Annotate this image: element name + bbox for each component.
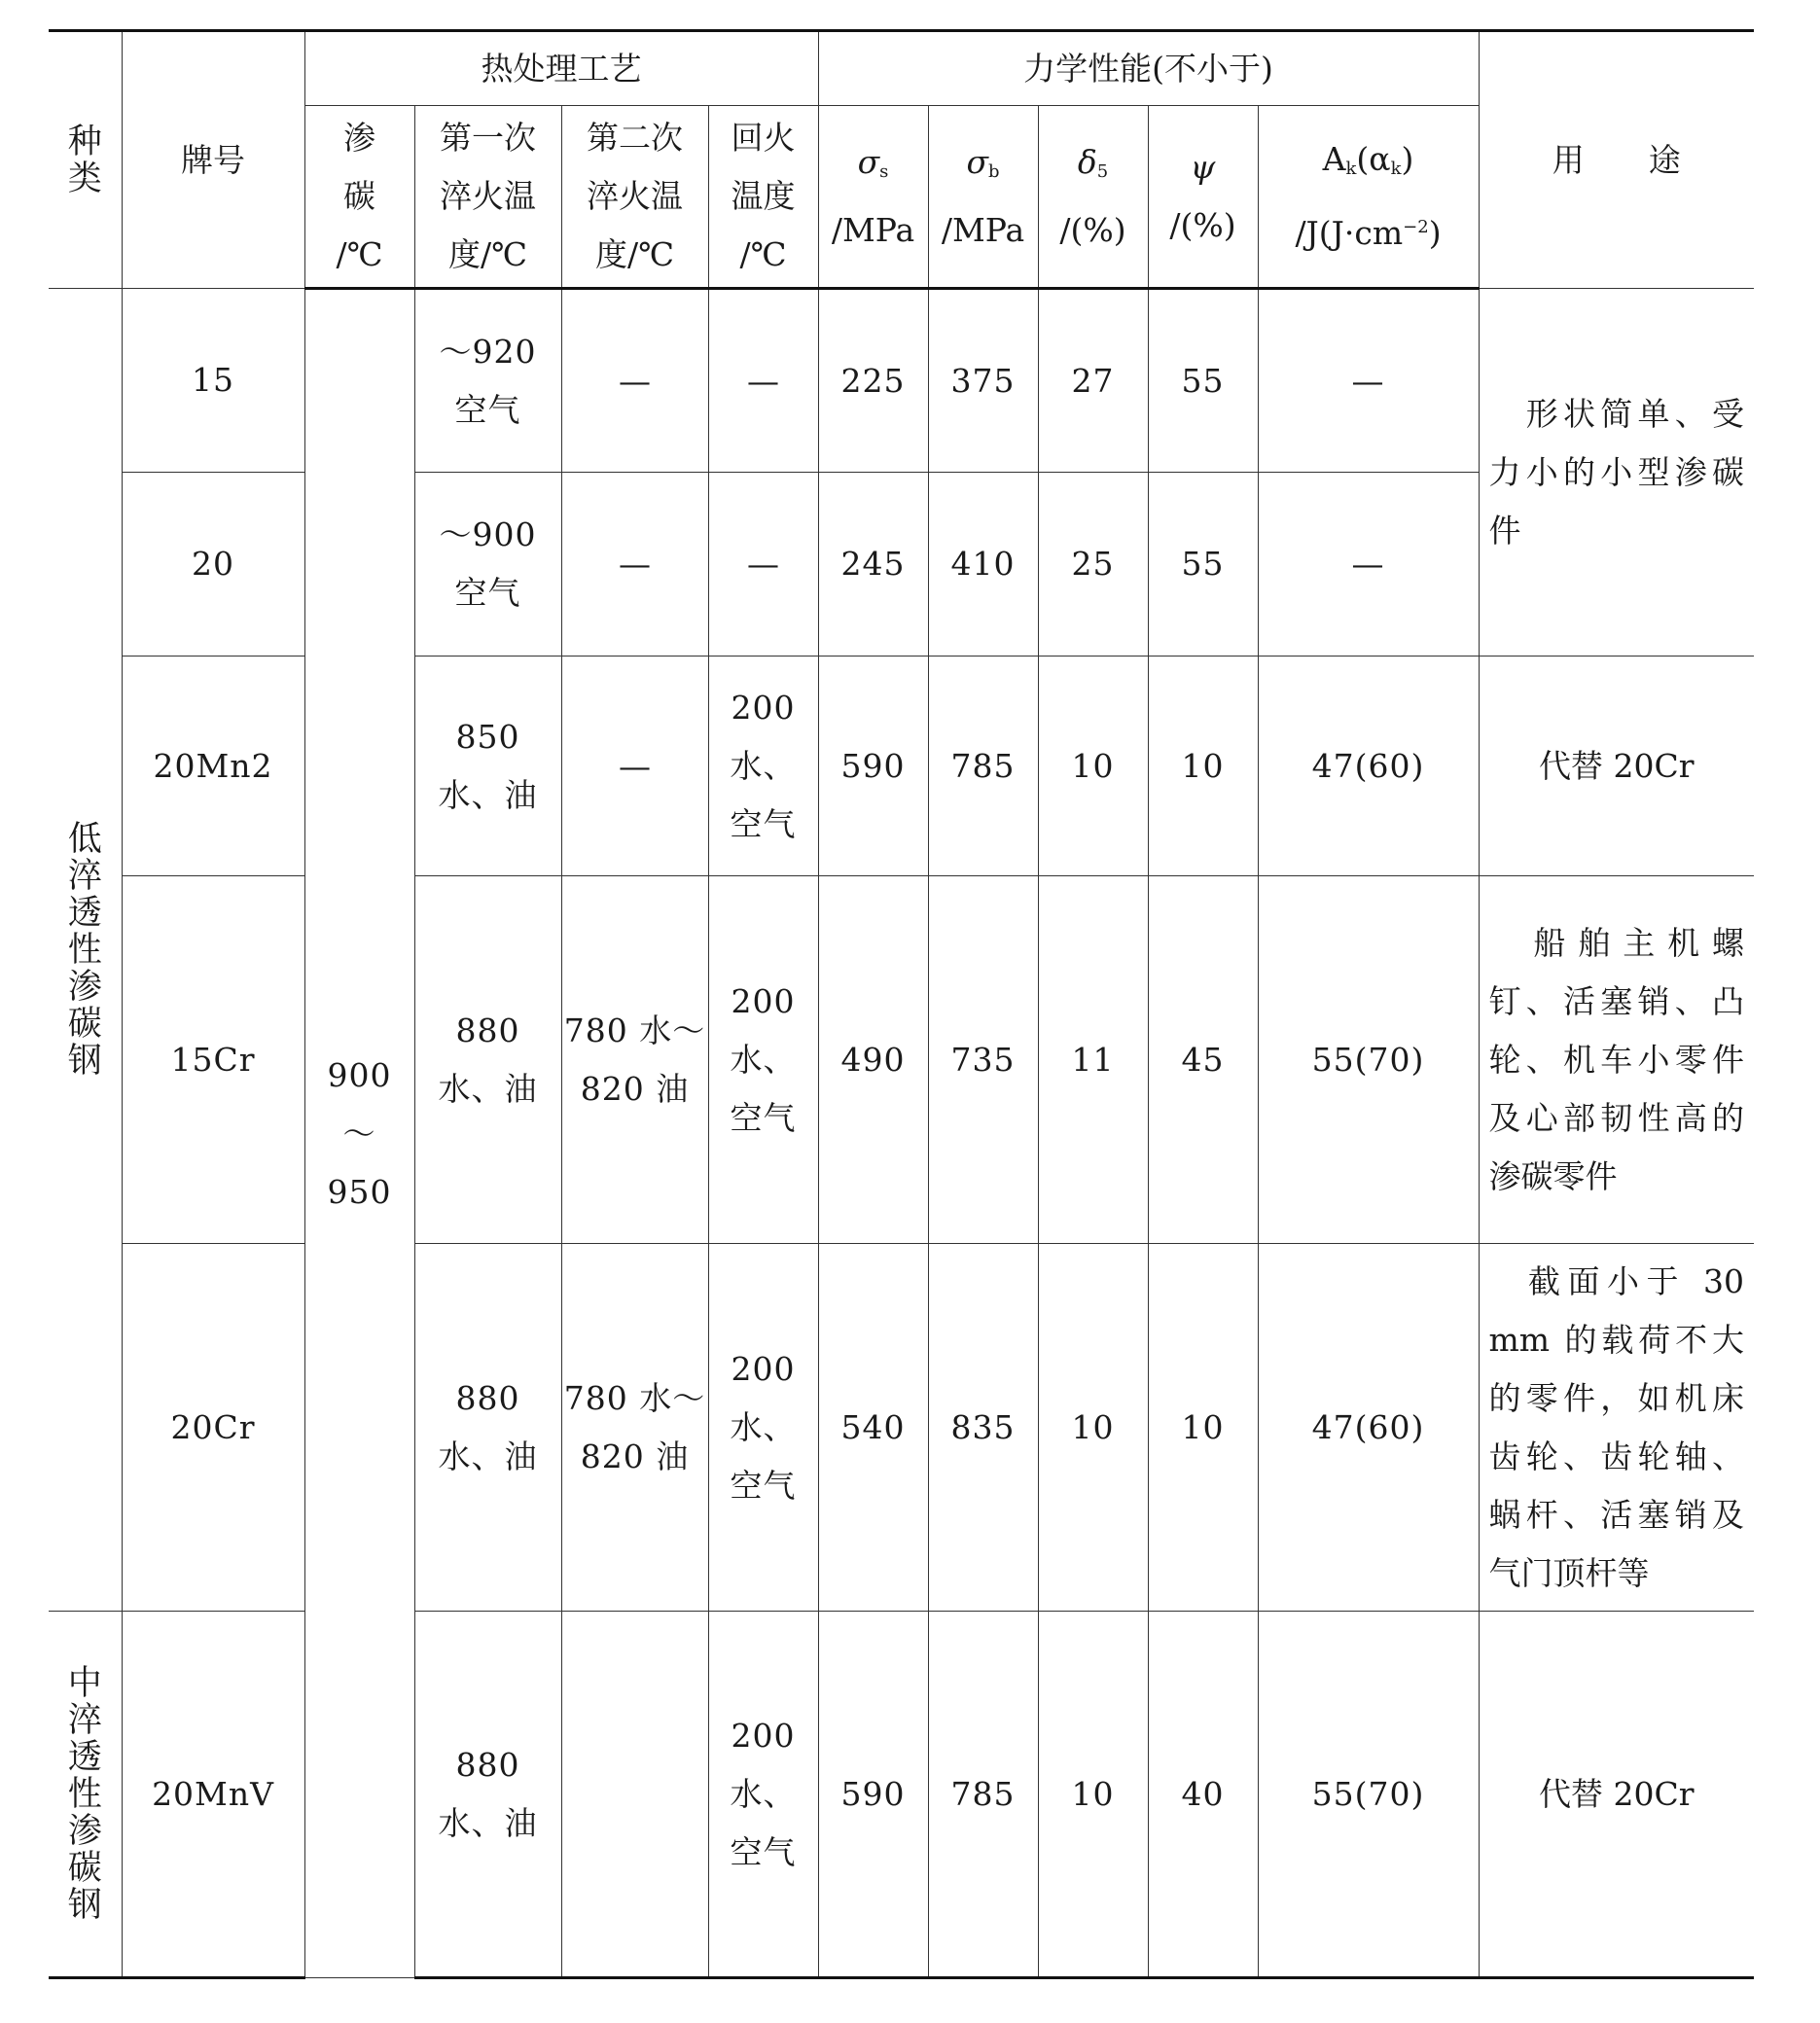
sigma-s-cell: 490 [818,876,928,1244]
carburizing-header: 渗 碳 /℃ [304,106,414,289]
group-medium-hardenability: 中淬透性渗碳钢 [49,1612,122,1978]
usage-cell: 代替 20Cr [1479,1612,1754,1978]
first-quench-cell: 880 水、油 [414,1244,561,1612]
sigma-s-cell: 245 [818,473,928,657]
first-quench-header: 第一次 淬火温 度/℃ [414,106,561,289]
mechanical-properties-header: 力学性能(不小于) [818,31,1479,106]
tempering-cell: 200 水、 空气 [708,657,818,876]
first-quench-cell: ～900 空气 [414,473,561,657]
usage-cell: 船舶主机螺钉、活塞销、凸轮、机车小零件及心部韧性高的渗碳零件 [1479,876,1754,1244]
tempering-cell: 200 水、 空气 [708,1244,818,1612]
sigma-b-header: $\sigma_b$ /MPa [928,106,1038,289]
tempering-cell: 200 水、 空气 [708,876,818,1244]
tempering-cell: — [708,289,818,473]
delta5-cell: 10 [1038,657,1148,876]
sigma-b-cell: 410 [928,473,1038,657]
delta5-header: $\delta_5$ /(%) [1038,106,1148,289]
table-row [49,1244,1754,1612]
heat-treatment-header: 热处理工艺 [304,31,818,106]
usage-header: 用 途 [1479,31,1754,289]
first-quench-cell: ～920 空气 [414,289,561,473]
tempering-cell: 200 水、 空气 [708,1612,818,1978]
sigma-b-cell: 785 [928,657,1038,876]
first-quench-cell: 880 水、油 [414,1612,561,1978]
usage-cell: 代替 20Cr [1479,657,1754,876]
sigma-s-cell: 540 [818,1244,928,1612]
sigma-b-cell: 375 [928,289,1038,473]
psi-header: ψ /(%) [1148,106,1258,289]
psi-cell: 55 [1148,289,1258,473]
table-row [49,289,1754,473]
second-quench-cell: — [561,289,708,473]
sigma-s-cell: 225 [818,289,928,473]
second-quench-cell: — [561,657,708,876]
psi-cell: 10 [1148,1244,1258,1612]
grade-cell: 20MnV [122,1612,304,1978]
psi-cell: 55 [1148,473,1258,657]
delta5-cell: 27 [1038,289,1148,473]
sigma-s-cell: 590 [818,1612,928,1978]
delta5-cell: 10 [1038,1244,1148,1612]
usage-cell: 截面小于 30 mm 的载荷不大的零件，如机床齿轮、齿轮轴、蜗杆、活塞销及气门顶杆等 [1479,1244,1754,1612]
delta5-cell: 25 [1038,473,1148,657]
ak-cell: 55(70) [1258,1612,1479,1978]
ak-cell: 47(60) [1258,657,1479,876]
delta5-cell: 10 [1038,1612,1148,1978]
psi-cell: 10 [1148,657,1258,876]
table-row [49,1612,1754,1978]
tempering-header: 回火 温度 /℃ [708,106,818,289]
ak-cell: — [1258,473,1479,657]
sigma-b-cell: 835 [928,1244,1038,1612]
grade-cell: 15 [122,289,304,473]
second-quench-cell: 780 水～ 820 油 [561,876,708,1244]
steel-properties-table [49,29,1754,1979]
usage-cell: 形状简单、受力小的小型渗碳件 [1479,289,1754,657]
group-low-hardenability: 低淬透性渗碳钢 [49,289,122,1612]
category-header: 种类 [49,31,122,289]
delta5-cell: 11 [1038,876,1148,1244]
second-quench-cell: — [561,473,708,657]
tempering-cell: — [708,473,818,657]
psi-cell: 45 [1148,876,1258,1244]
header-row-1 [49,31,1754,106]
second-quench-header: 第二次 淬火温 度/℃ [561,106,708,289]
first-quench-cell: 850 水、油 [414,657,561,876]
second-quench-cell: 780 水～ 820 油 [561,1244,708,1612]
table-row [49,657,1754,876]
ak-cell: 55(70) [1258,876,1479,1244]
grade-header: 牌号 [122,31,304,289]
ak-header: $A_k(\alpha_k)$ $/J(J\cdot cm^{-2})$ [1258,106,1479,289]
carburizing-temp-cell: 900 ～ 950 [304,289,414,1978]
grade-cell: 20Mn2 [122,657,304,876]
ak-cell: — [1258,289,1479,473]
sigma-b-cell: 785 [928,1612,1038,1978]
sigma-s-cell: 590 [818,657,928,876]
grade-cell: 15Cr [122,876,304,1244]
grade-cell: 20 [122,473,304,657]
sigma-s-header: $\sigma_s$ /MPa [818,106,928,289]
table-row [49,876,1754,1244]
second-quench-cell [561,1612,708,1978]
ak-cell: 47(60) [1258,1244,1479,1612]
psi-cell: 40 [1148,1612,1258,1978]
grade-cell: 20Cr [122,1244,304,1612]
first-quench-cell: 880 水、油 [414,876,561,1244]
sigma-b-cell: 735 [928,876,1038,1244]
